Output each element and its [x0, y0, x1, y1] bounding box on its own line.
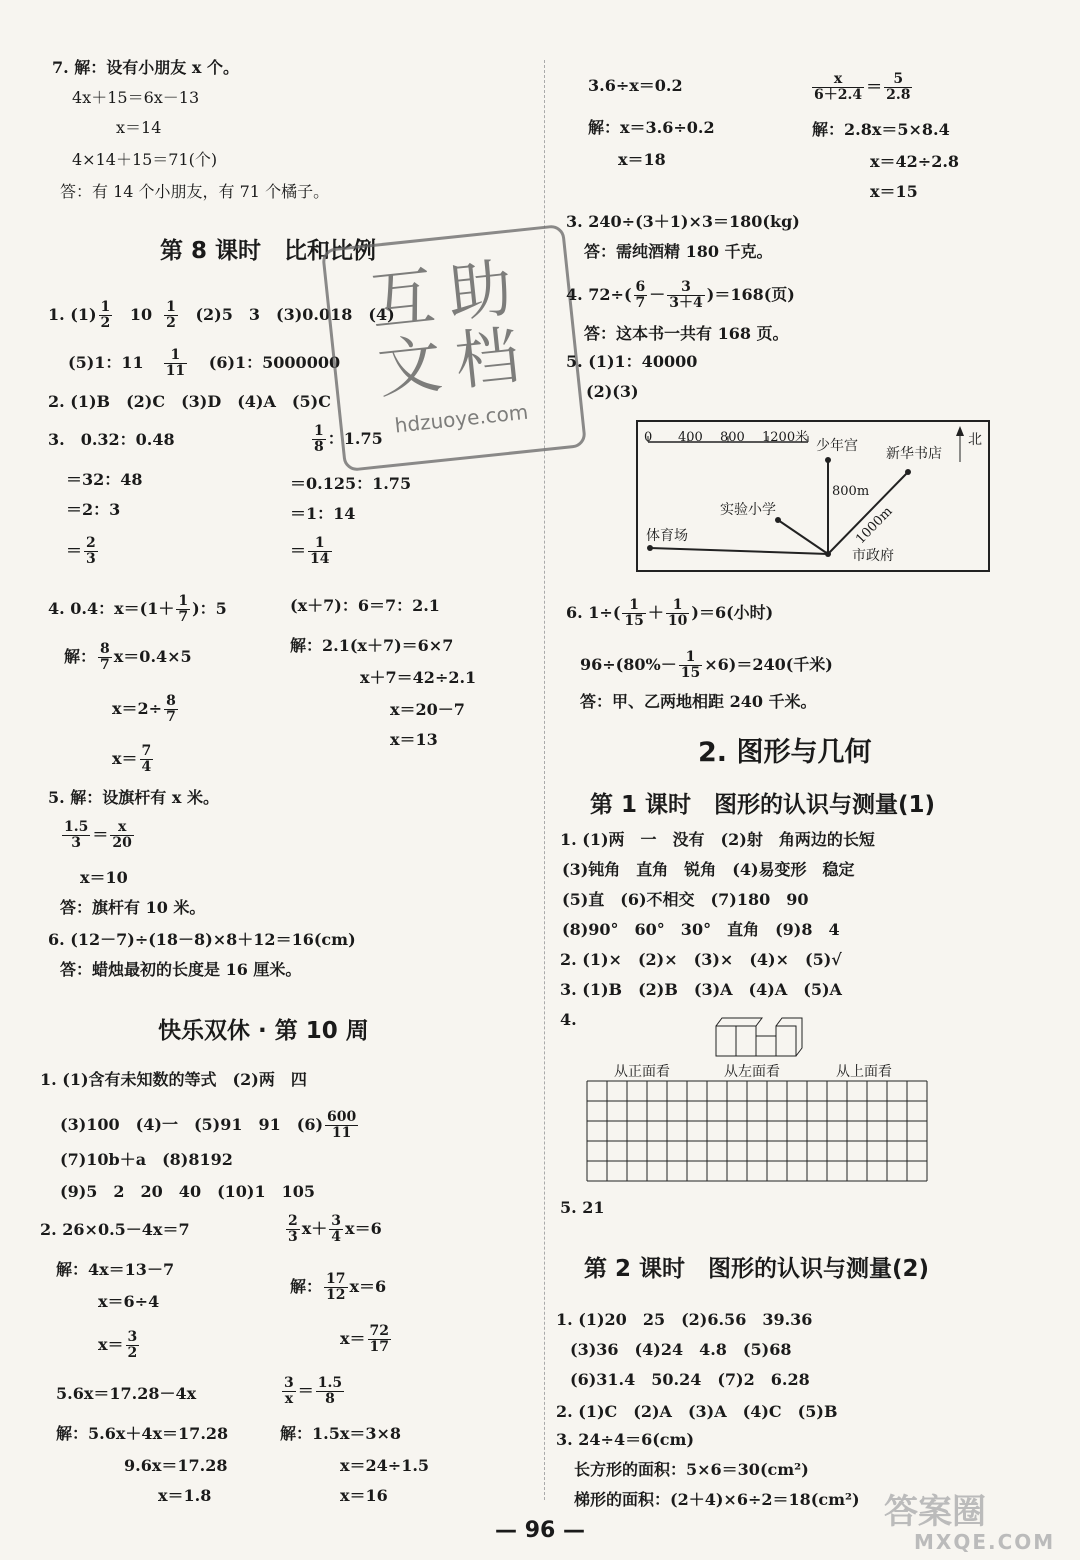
right-q6-line2: 96÷(80%－ $\frac{1}{15}$ ×6)＝240(千米) [580, 649, 833, 681]
section-heading-week10: 快乐双休 · 第 10 周 [158, 1018, 369, 1044]
problem-5-answer: 答：旗杆有 10 米。 [60, 898, 206, 917]
q4-right-3: x＋7＝42÷2.1 [360, 668, 477, 687]
problem-7-line2: 4x＋15＝6x－13 [72, 88, 200, 107]
right-eq1-line2: 解：x＝3.6÷0.2 [588, 118, 715, 137]
label-left-view: 从左面看 [724, 1064, 780, 1080]
week-q2-right-6: x＝24÷1.5 [340, 1456, 430, 1475]
q3-right-1: $\frac{1}{8}$ ：1.75 [314, 423, 383, 455]
right-q3-line1: 3. 240÷(3＋1)×3＝180(kg) [566, 212, 800, 231]
geo2-line2: (3)36 (4)24 4.8 (5)68 [570, 1340, 792, 1359]
view-grid [586, 1080, 932, 1182]
geo2-line3: (6)31.4 50.24 (7)2 6.28 [570, 1370, 810, 1389]
place-bookstore: 新华书店 [886, 446, 942, 462]
corner-watermark-url: MXQE.COM [914, 1530, 1056, 1554]
geo1-line5: 2. (1)× (2)× (3)× (4)× (5)√ [560, 950, 842, 969]
problem-7-line1: 7. 解：设有小朋友 x 个。 [52, 58, 239, 77]
scale-1200: 1200米 [762, 430, 809, 445]
week-q2-right-4: $\frac{3}{x}$ ＝ $\frac{1.5}{8}$ [284, 1375, 343, 1407]
right-eq2-proportion: $\frac{x}{6+2.4}$ ＝ $\frac{5}{2.8}$ [814, 71, 911, 103]
right-eq2-line2: 解：2.8x＝5×8.4 [812, 120, 950, 139]
q4-left-2: 解： $\frac{8}{7}$ x＝0.4×5 [64, 641, 192, 673]
geo2-line7: 梯形的面积：(2＋4)×6÷2＝18(cm²) [574, 1490, 860, 1509]
right-eq1-line3: x＝18 [618, 150, 666, 169]
section-heading-lesson8: 第 8 课时 比和比例 [160, 238, 377, 264]
geo1-line1: 1. (1)两 一 没有 (2)射 角两边的长短 [560, 830, 875, 849]
q3-left-4: ＝ $\frac{2}{3}$ [66, 535, 96, 567]
q3-left-1: 3. 0.32：0.48 [48, 430, 175, 449]
page-number: — 96 — [495, 1518, 585, 1543]
fraction: $\frac{1}{2}$ [166, 299, 176, 331]
right-q4-line1: 4. 72÷( $\frac{6}{7}$ － $\frac{3}{3+4}$ )＝168(页) [566, 279, 795, 311]
geo2-line1: 1. (1)20 25 (2)6.56 39.36 [556, 1310, 813, 1329]
q4-right-4: x＝20－7 [390, 700, 465, 719]
place-school: 实验小学 [720, 502, 776, 518]
geo1-line4: (8)90° 60° 30° 直角 (9)8 4 [562, 920, 840, 939]
week-q2-right-3: x＝ $\frac{72}{17}$ [340, 1323, 390, 1355]
week-q2-left-2: 解：4x＝13－7 [56, 1260, 175, 1279]
map-diagram [636, 420, 990, 572]
geo1-line2: (3)钝角 直角 锐角 (4)易变形 稳定 [562, 860, 855, 879]
week-q1-line1: 1. (1)含有未知数的等式 (2)两 四 [40, 1070, 307, 1089]
right-q5-line1: 5. (1)1：40000 [566, 352, 698, 371]
q3-left-3: ＝2：3 [66, 500, 121, 519]
scale-0: 0 [644, 430, 653, 445]
week-q2-right-7: x＝16 [340, 1486, 388, 1505]
week-q1-line2: (3)100 (4)一 (5)91 91 (6) $\frac{600}{11}$ [60, 1109, 357, 1141]
geo2-line5: 3. 24÷4＝6(cm) [556, 1430, 695, 1449]
q4-left-3: x＝2÷ $\frac{8}{7}$ [112, 693, 176, 725]
week-q2-left-3: x＝6÷4 [98, 1292, 160, 1311]
problem-7-answer: 答：有 14 个小朋友，有 71 个橘子。 [60, 182, 330, 201]
q1-line1: 1. (1) $\frac{1}{2}$ 10 $\frac{1}{2}$ (2)5 3 (3)0.018 (4) [48, 299, 395, 331]
right-eq1-line1: 3.6÷x＝0.2 [588, 76, 683, 95]
geo1-line3: (5)直 (6)不相交 (7)180 90 [562, 890, 809, 909]
right-q5-line2: (2)(3) [586, 382, 639, 401]
cube-stack-drawing [714, 1012, 804, 1058]
problem-7-line3: x＝14 [116, 118, 162, 137]
week-q1-line3: (7)10b＋a (8)8192 [60, 1150, 233, 1169]
q4-right-1: (x＋7)：6＝7：2.1 [290, 596, 440, 615]
place-stadium: 体育场 [646, 528, 688, 544]
place-city-hall: 市政府 [852, 548, 894, 564]
q4-left-1: 4. 0.4：x＝(1＋ $\frac{1}{7}$ )：5 [48, 593, 227, 625]
week-q2-right-1: $\frac{2}{3}$ x＋ $\frac{3}{4}$ x＝6 [288, 1213, 382, 1245]
geo1-line6: 3. (1)B (2)B (3)A (4)A (5)A [560, 980, 842, 999]
week-q2-left-1: 2. 26×0.5－4x＝7 [40, 1220, 190, 1239]
fraction: $\frac{1}{2}$ [100, 299, 111, 331]
week-q2-left-8: x＝1.8 [158, 1486, 212, 1505]
week-q2-left-6: 解：5.6x＋4x＝17.28 [56, 1424, 229, 1443]
q3-left-2: ＝32：48 [66, 470, 143, 489]
q4-right-5: x＝13 [390, 730, 438, 749]
problem-5-line1: 5. 解：设旗杆有 x 米。 [48, 788, 219, 807]
week-q2-left-5: 5.6x＝17.28－4x [56, 1384, 197, 1403]
chapter-heading-geometry: 2. 图形与几何 [698, 737, 872, 768]
scale-400: 400 [678, 430, 703, 445]
label-front-view: 从正面看 [614, 1064, 670, 1080]
q1-line2: (5)1：11 $\frac{1}{11}$ (6)1：5000000 [68, 347, 341, 379]
week-q2-right-2: 解： $\frac{17}{12}$ x＝6 [290, 1271, 387, 1303]
north-label: 北 [968, 432, 982, 448]
geo2-line4: 2. (1)C (2)A (3)A (4)C (5)B [556, 1402, 838, 1421]
right-q6-line1: 6. 1÷( $\frac{1}{15}$ ＋ $\frac{1}{10}$ )＝6(小时) [566, 597, 774, 629]
q3-right-4: ＝ $\frac{1}{14}$ [290, 535, 330, 567]
corner-watermark-text: 答案圈 [884, 1492, 986, 1532]
distance-1000m: 1000m [853, 504, 896, 548]
right-q4-answer: 答：这本书一共有 168 页。 [584, 324, 789, 343]
right-eq2-line4: x＝15 [870, 182, 918, 201]
geo1-line7: 4. [560, 1010, 577, 1029]
week-q2-left-4: x＝ $\frac{3}{2}$ [98, 1329, 138, 1361]
q2-line: 2. (1)B (2)C (3)D (4)A (5)C [48, 392, 331, 411]
week-q1-line4: (9)5 2 20 40 (10)1 105 [60, 1182, 316, 1201]
geo2-line6: 长方形的面积：5×6＝30(cm²) [574, 1460, 809, 1479]
q4-left-4: x＝ $\frac{7}{4}$ [112, 743, 152, 775]
problem-5-proportion: $\frac{1.5}{3}$ ＝ $\frac{x}{20}$ [64, 819, 132, 851]
week-q2-left-7: 9.6x＝17.28 [124, 1456, 228, 1475]
section-heading-lesson2: 第 2 课时 图形的认识与测量(2) [584, 1256, 930, 1282]
right-eq2-line3: x＝42÷2.8 [870, 152, 960, 171]
problem-5-line3: x＝10 [80, 868, 128, 887]
distance-800m: 800m [832, 484, 870, 499]
place-youth-palace: 少年宫 [816, 438, 858, 454]
label-top-view: 从上面看 [836, 1064, 892, 1080]
q3-right-2: ＝0.125：1.75 [290, 474, 412, 493]
scale-800: 800 [720, 430, 745, 445]
q4-right-2: 解：2.1(x＋7)＝6×7 [290, 636, 454, 655]
watermark-stamp: 互助 文档 hdzuoye.com [321, 224, 587, 472]
geo1-q5: 5. 21 [560, 1198, 605, 1217]
week-q2-right-5: 解：1.5x＝3×8 [280, 1424, 402, 1443]
right-q3-answer: 答：需纯酒精 180 千克。 [584, 242, 773, 261]
problem-7-line4: 4×14＋15＝71(个) [72, 150, 218, 169]
section-heading-lesson1: 第 1 课时 图形的认识与测量(1) [590, 792, 936, 818]
right-q6-answer: 答：甲、乙两地相距 240 千米。 [580, 692, 817, 711]
q3-right-3: ＝1：14 [290, 504, 356, 523]
problem-6-answer: 答：蜡烛最初的长度是 16 厘米。 [60, 960, 302, 979]
problem-6-line1: 6. (12－7)÷(18－8)×8＋12＝16(cm) [48, 930, 356, 949]
